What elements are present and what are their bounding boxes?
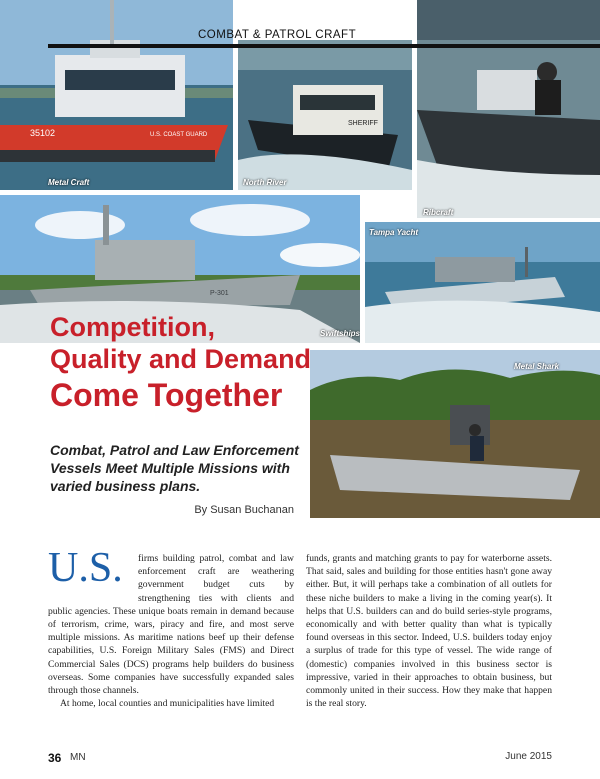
body-column-2 — [306, 552, 552, 710]
photo-north-river — [238, 40, 412, 190]
hull-label: U.S. COAST GUARD — [150, 132, 208, 138]
photo-caption: Ribcraft — [423, 208, 454, 217]
hull-number: P-301 — [210, 290, 229, 297]
photo-metal-shark — [310, 350, 600, 518]
drop-cap-space — [48, 552, 138, 592]
photo-tampa-yacht — [365, 222, 600, 343]
body-paragraph-3: funds, grants and matching grants to pay for waterborne assets. That said, sales and building for those entities hasn't gone away either. But, it will perhaps take a combination of all outlets for these niche builders to make a living in the coming year(s). It helps that U.S. builders can and do build series-style programs, economically and with better quality than what is typically found overseas in this sector. Indeed, U.S. builders today enjoy a surplus of trade for this type of vessel. The wide range of (domestic) companies involved in this business sector is impressive, varied in their approaches to obtain business, but commonly united in their success. How they make that happen is the real story. — [306, 553, 552, 710]
headline-line-1: Competition, — [50, 312, 215, 342]
photo-caption: Tampa Yacht — [369, 228, 419, 237]
photo-caption: Metal Shark — [514, 362, 559, 371]
hull-number: 35102 — [30, 128, 56, 138]
photo-ribcraft — [417, 0, 600, 218]
hull-label: SHERIFF — [348, 120, 378, 127]
photo-caption: Metal Craft — [48, 178, 90, 187]
photo-caption: North River — [243, 178, 287, 187]
drop-cap: U.S. — [48, 545, 123, 591]
section-rule — [48, 44, 600, 48]
section-label: COMBAT & PATROL CRAFT — [198, 29, 357, 41]
page-number: 36 — [48, 751, 62, 765]
byline: By Susan Buchanan — [194, 504, 294, 516]
body-paragraph-2: At home, local counties and municipalities have limited — [60, 698, 275, 710]
photo-caption: Swiftships — [320, 329, 360, 338]
headline-line-2: Quality and Demand — [50, 344, 312, 374]
magazine-name: MN — [70, 752, 86, 763]
headline-line-3: Come Together — [50, 377, 283, 413]
body-column-1 — [48, 552, 294, 710]
issue-date: June 2015 — [505, 751, 552, 762]
body-paragraph-1: firms building patrol, combat and law enforcement craft are weathering government budget cuts by strengthening ties with clients and public agencies. These unique boats remain in demand because of terrorism, crime, wars, piracy and fire, and most serve multiple missions. As maritime nations beef up their defense capabilities, U.S. Foreign Military Sales (FMS) and Direct Commercial Sales (DCS) programs help builders do business overseas. Some companies have successfully expanded sales through those channels. — [48, 553, 294, 697]
deck: Combat, Patrol and Law Enforcement Vessels Meet Multiple Missions with varied business plans. — [50, 442, 299, 494]
